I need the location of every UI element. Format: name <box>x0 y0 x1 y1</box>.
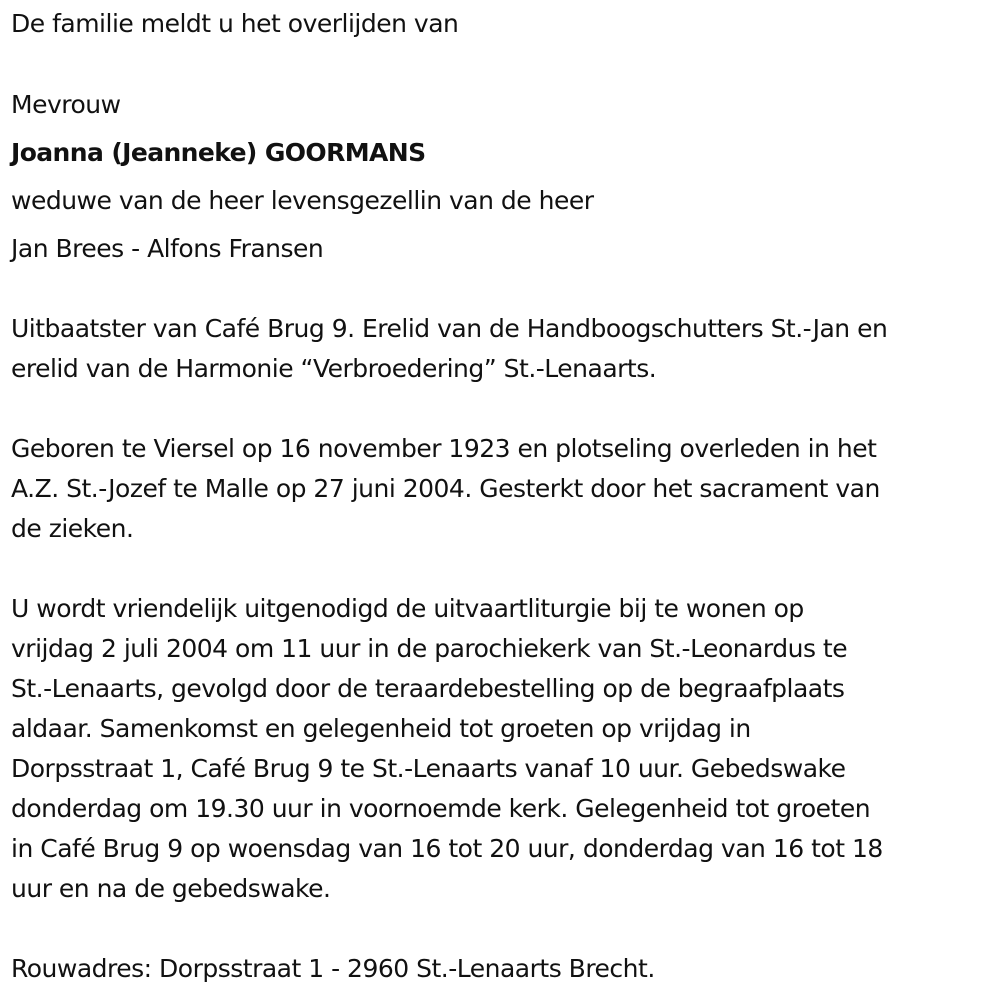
intro-text: De familie meldt u het overlijden van <box>11 9 459 38</box>
funeral-paragraph <box>11 589 996 909</box>
paragraph-line: aldaar. Samenkomst en gelegenheid tot groeten op vrijdag in <box>11 714 751 743</box>
paragraph-line: Geboren te Viersel op 16 november 1923 en plotseling overleden in het <box>11 434 877 463</box>
relation-text: weduwe van de heer levensgezellin van de heer <box>11 186 594 215</box>
deceased-name: Joanna (Jeanneke) GOORMANS <box>11 138 426 167</box>
address-text: Rouwadres: Dorpsstraat 1 - 2960 St.-Lenaarts Brecht. <box>11 954 655 983</box>
paragraph-line: Uitbaatster van Café Brug 9. Erelid van de Handboogschutters St.-Jan en <box>11 314 888 343</box>
paragraph-line: erelid van de Harmonie “Verbroedering” St.-Lenaarts. <box>11 354 657 383</box>
paragraph-line: Dorpsstraat 1, Café Brug 9 te St.-Lenaarts vanaf 10 uur. Gebedswake <box>11 754 846 783</box>
paragraph-line: uur en na de gebedswake. <box>11 874 331 903</box>
paragraph-line: A.Z. St.-Jozef te Malle op 27 juni 2004. Gesterkt door het sacrament van <box>11 474 880 503</box>
paragraph-line: in Café Brug 9 op woensdag van 16 tot 20 uur, donderdag van 16 tot 18 <box>11 834 883 863</box>
paragraph-line: St.-Lenaarts, gevolgd door de teraardebestelling op de begraafplaats <box>11 674 845 703</box>
paragraph-line: donderdag om 19.30 uur in voornoemde kerk. Gelegenheid tot groeten <box>11 794 871 823</box>
paragraph-line: de zieken. <box>11 514 134 543</box>
birth-death-paragraph <box>11 429 996 549</box>
paragraph-line: vrijdag 2 juli 2004 om 11 uur in de parochiekerk van St.-Leonardus te <box>11 634 848 663</box>
salutation: Mevrouw <box>11 90 121 119</box>
partners-text: Jan Brees - Alfons Fransen <box>11 234 324 263</box>
paragraph-line: U wordt vriendelijk uitgenodigd de uitvaartliturgie bij te wonen op <box>11 594 804 623</box>
occupation-paragraph <box>11 309 996 389</box>
